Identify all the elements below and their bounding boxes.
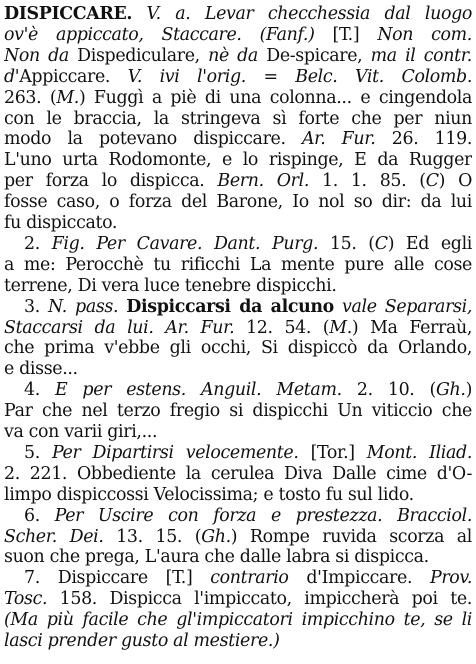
text-line — [4, 422, 472, 442]
text-segment: Fig. Per Cavare. Dant. Purg. — [51, 233, 319, 254]
text-segment: N. pass. — [48, 296, 119, 317]
text-segment: Per Uscire con forza e prestezza. Bracciol. — [54, 505, 472, 526]
text-segment: Gh. — [201, 526, 231, 547]
text-segment: ) Ed egli — [387, 233, 472, 254]
text-line — [4, 109, 472, 129]
text-segment: nè da — [208, 45, 258, 66]
text-segment: ) O — [438, 171, 472, 192]
text-line — [4, 631, 472, 651]
text-segment: ) Fuggì a piè di una colonna... e cingendola — [78, 87, 472, 108]
text-segment: M. — [329, 317, 352, 338]
text-segment: ) Ma Ferraù, — [351, 317, 472, 338]
text-segment: 5. — [24, 442, 52, 463]
text-segment: 263. ( — [4, 87, 57, 108]
text-segment: V. a. Levar checchessia dal luogo — [146, 4, 472, 24]
text-line — [4, 359, 472, 379]
text-segment: d'Impiccare. — [288, 568, 430, 589]
text-line — [4, 338, 472, 358]
text-line — [4, 46, 472, 66]
text-segment: suon che prega, L'aura che dalle labra si dispicca. — [4, 547, 429, 568]
text-line — [4, 506, 472, 526]
text-line — [4, 171, 472, 191]
text-line — [4, 547, 472, 567]
text-segment: Per Dipartirsi velocemente. — [51, 442, 299, 463]
text-segment: 26. 119. — [375, 129, 472, 150]
text-segment: d' — [4, 66, 20, 87]
text-segment: [Tor.] — [298, 442, 367, 463]
text-segment: Mont. Iliad. — [366, 442, 472, 463]
text-segment: contrario — [210, 568, 289, 589]
text-segment: ov'è appiccato, Staccare. (Fanf.) — [4, 24, 315, 45]
text-segment: Dispiccarsi da alcuno — [126, 296, 334, 317]
text-segment: con le braccia, la stringeva sì forte che per niun — [4, 108, 472, 129]
text-segment: Par che nel terzo fregio si dispicchi Un viticcio che — [4, 401, 472, 422]
text-segment: Tosc. — [4, 589, 48, 610]
text-line — [4, 568, 472, 588]
text-segment: ) — [465, 380, 472, 401]
text-segment: M. — [56, 87, 79, 108]
text-segment: 3. — [24, 296, 48, 317]
text-segment: limpo dispiccossi Velocissima; e tosto fu sul lido. — [4, 484, 414, 505]
text-line — [4, 67, 472, 87]
text-segment: Non da — [4, 45, 69, 66]
text-segment: ma il contr. — [370, 45, 472, 66]
text-segment: C — [425, 171, 439, 192]
text-segment: ) Rompe ruvida scorza al — [230, 526, 472, 547]
text-segment: Staccarsi da lui. Ar. Fur. — [4, 317, 235, 338]
text-segment: Appiccare. — [19, 66, 128, 87]
text-segment: 13. 15. ( — [103, 526, 202, 547]
text-line — [4, 25, 472, 45]
text-segment — [132, 4, 146, 24]
text-line — [4, 88, 472, 108]
text-segment: 15. ( — [318, 233, 375, 254]
text-segment: che prima v'ebbe gli occhi, Si dispiccò da Orlando, — [4, 338, 472, 359]
text-line — [4, 485, 472, 505]
text-line — [4, 318, 472, 338]
text-segment: C — [374, 233, 388, 254]
text-line — [4, 213, 472, 233]
text-segment: 12. 54. ( — [234, 317, 330, 338]
text-segment: Gh. — [436, 380, 466, 401]
text-segment: E per estens. Anguil. Metam. — [55, 380, 342, 401]
text-segment: (Ma più facile che gl'impiccatori impicchino te, se li — [4, 610, 472, 631]
text-segment: fu dispiccato. — [4, 213, 118, 233]
text-line — [4, 129, 472, 149]
text-segment: [T.] — [314, 24, 378, 45]
text-segment: Ar. Fur. — [301, 129, 376, 150]
text-segment: 2. 10. ( — [341, 380, 436, 401]
text-segment: L'uno urta Rodomonte, e lo rispinge, E da Rugger — [4, 150, 472, 171]
text-line — [4, 401, 472, 421]
text-line — [4, 589, 472, 609]
text-segment: V. ivi l'orig. = Belc. Vit. Colomb. — [127, 66, 472, 87]
text-line — [4, 276, 472, 296]
text-line — [4, 527, 472, 547]
text-segment: 158. Dispicca l'impiccato, impiccherà poi te. — [47, 589, 472, 610]
text-segment: va con varii giri,... — [4, 422, 158, 442]
text-line — [4, 464, 472, 484]
text-line — [4, 297, 472, 317]
text-segment: Bern. Orl. — [217, 171, 310, 192]
text-line — [4, 192, 472, 212]
text-segment: Scher. Dei. — [4, 526, 104, 547]
text-segment: lasci prender gusto al mestiere.) — [4, 631, 280, 651]
text-segment: 2. 221. Obbediente la cerulea Diva Dalle cime d'O- — [4, 463, 472, 484]
text-segment: De-spicare, — [257, 45, 371, 66]
text-segment: per forza lo dispicca. — [4, 171, 218, 192]
text-segment: 7. Dispiccare [T.] — [24, 568, 211, 589]
text-line — [4, 610, 472, 630]
text-segment: terrene, Di vera luce tenebre dispicchi. — [4, 275, 337, 296]
text-line — [4, 234, 472, 254]
text-line — [4, 380, 472, 400]
text-segment: fosse caso, o forza del Barone, Io nol so dir: da lui — [4, 192, 472, 213]
text-segment: 4. — [24, 380, 55, 401]
text-segment — [334, 297, 342, 317]
text-segment: Non com. — [377, 24, 472, 45]
text-segment: 2. — [24, 233, 52, 254]
text-segment: Prov. — [429, 568, 472, 589]
text-segment: DISPICCARE. — [4, 4, 133, 24]
text-line — [4, 443, 472, 463]
text-line — [4, 4, 472, 24]
text-segment: e disse... — [4, 359, 78, 380]
text-segment: 1. 1. 85. ( — [309, 171, 426, 192]
text-segment: modo la potevano dispiccare. — [4, 129, 302, 150]
text-segment: 6. — [24, 505, 55, 526]
text-line — [4, 150, 472, 170]
text-segment: vale Separarsi, — [342, 296, 472, 317]
text-line — [4, 255, 472, 275]
text-segment: Dispediculare, — [68, 45, 209, 66]
text-segment: a me: Perocchè tu rificchi La mente pure alle cose — [4, 254, 472, 275]
